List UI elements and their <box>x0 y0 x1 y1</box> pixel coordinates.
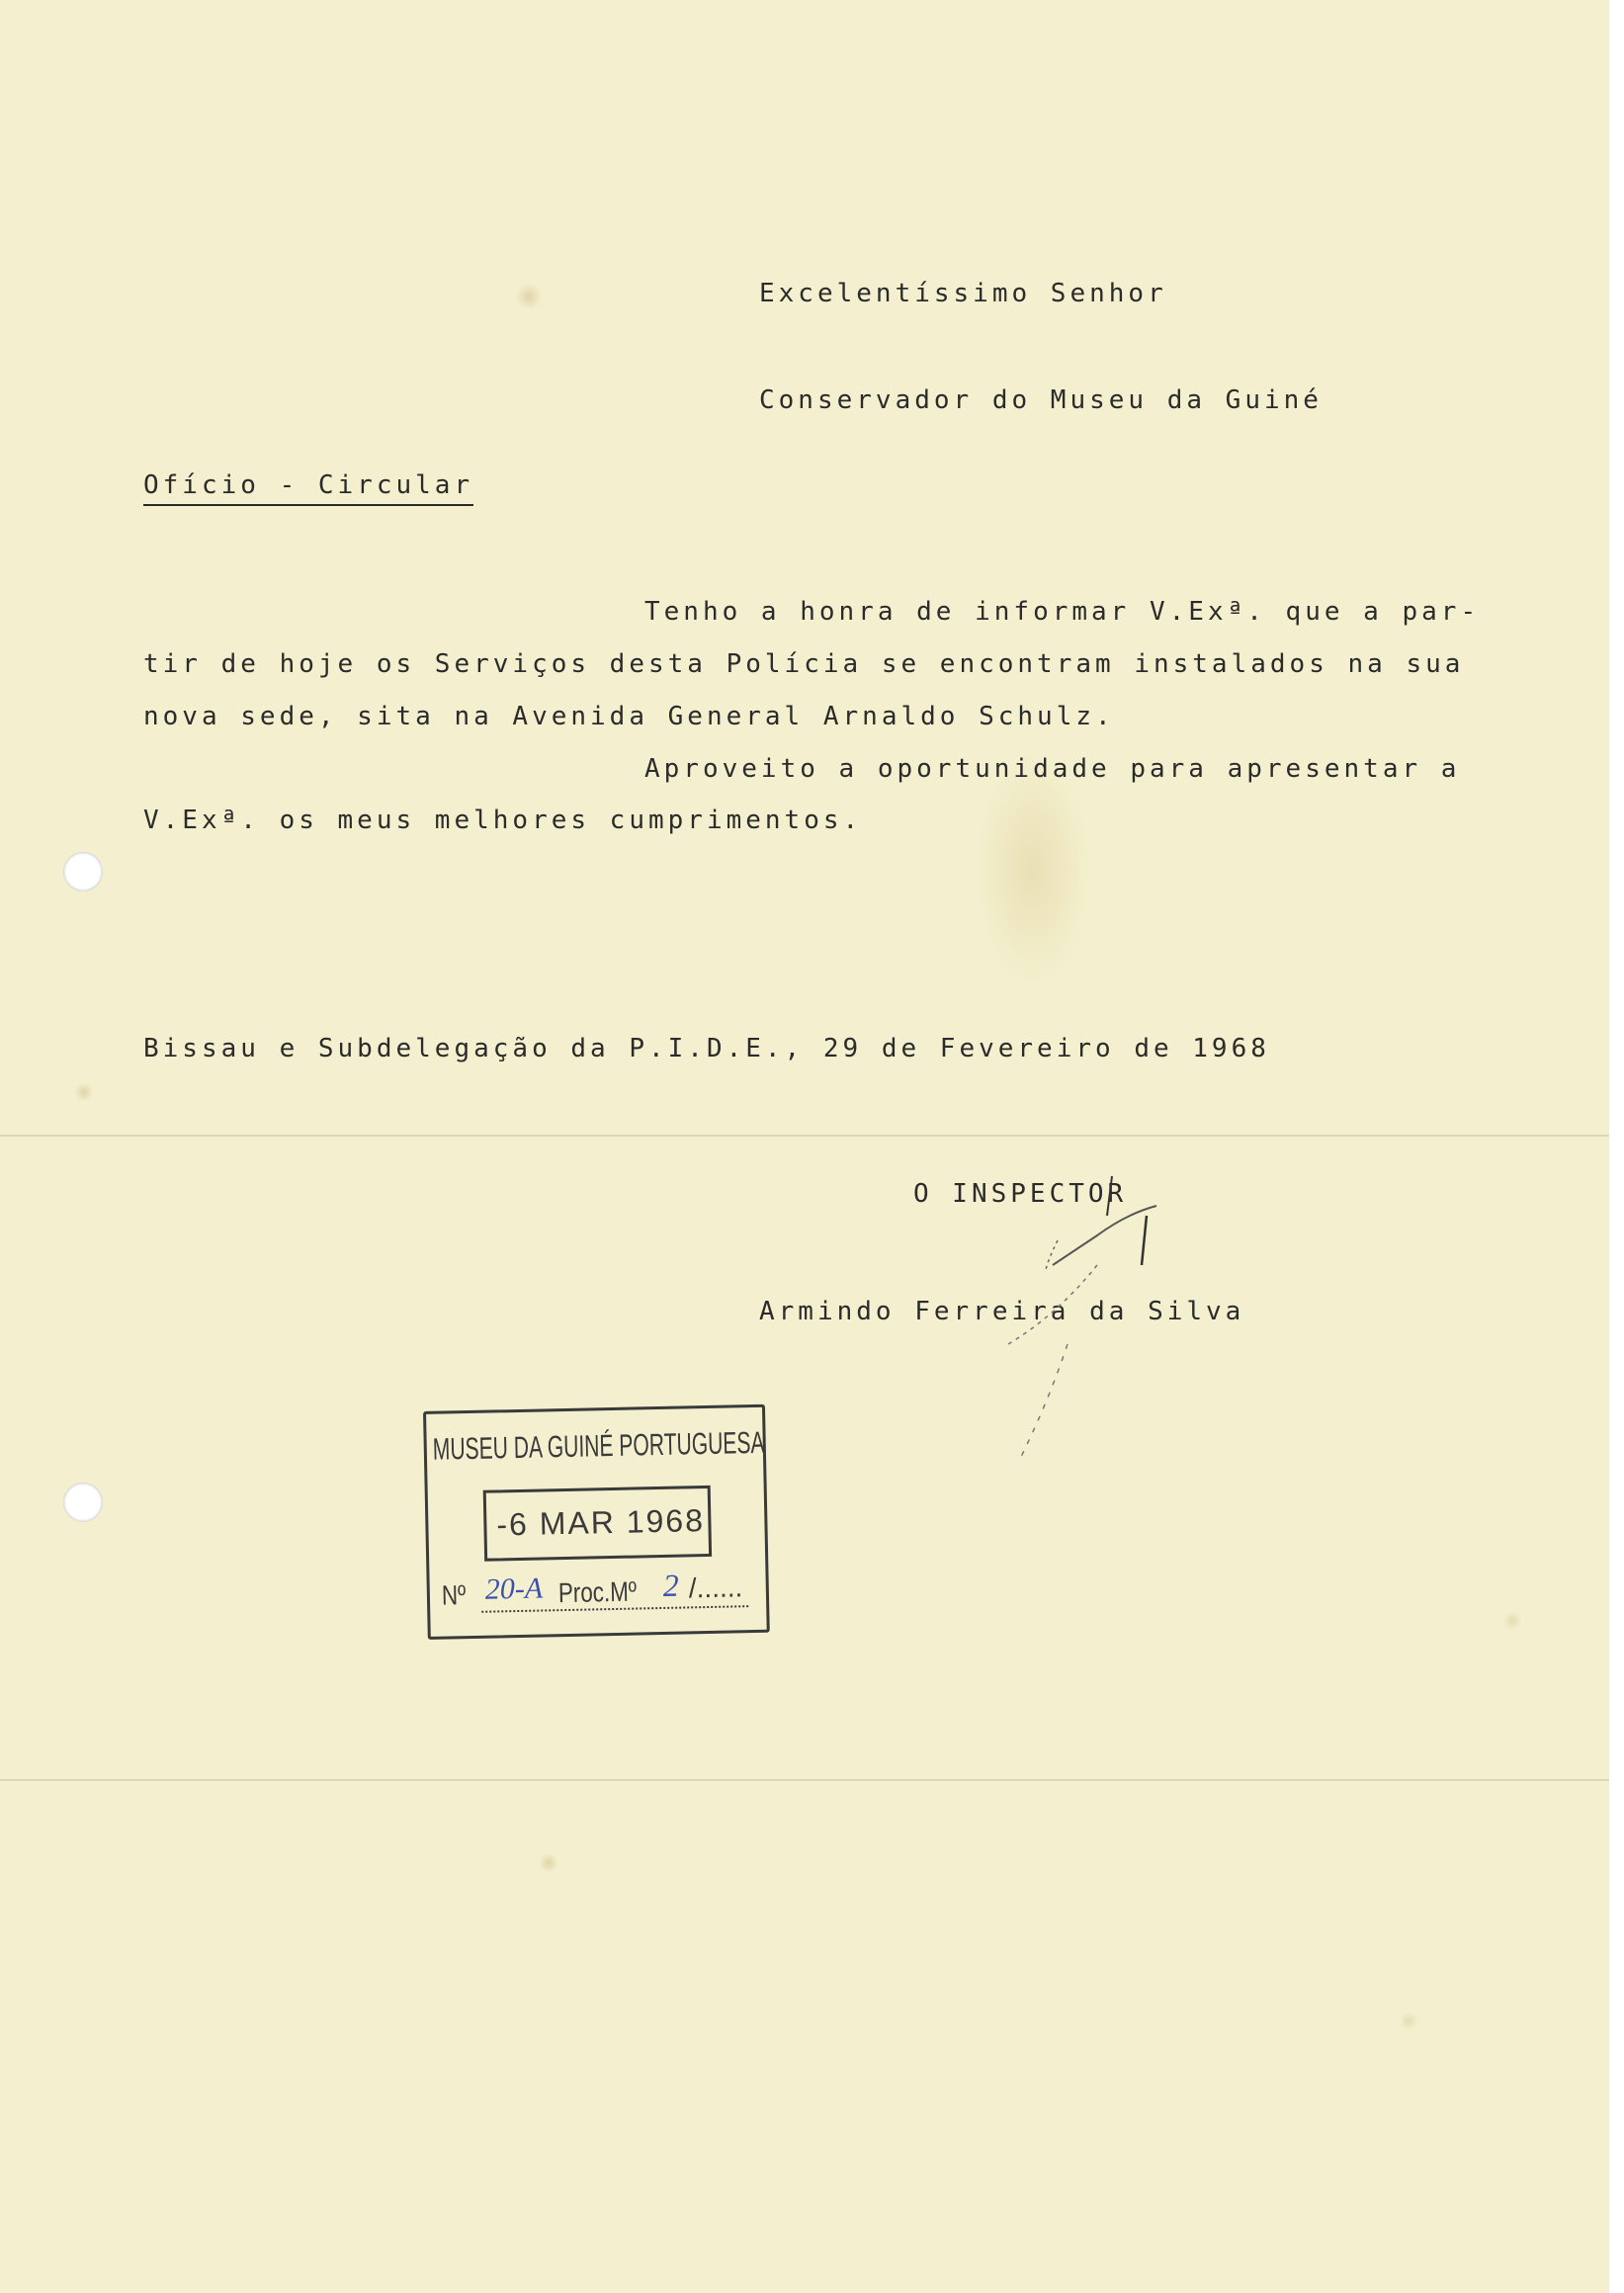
paper-fold-line <box>0 1779 1609 1781</box>
stamp-proc-value: 2 <box>662 1567 680 1603</box>
stamp-title: MUSEU DA GUINÉ PORTUGUESA <box>432 1424 765 1467</box>
addressee-salutation: Excelentíssimo Senhor <box>759 279 1167 308</box>
body-line: tir de hoje os Serviços desta Polícia se encontram instalados na sua <box>143 649 1465 679</box>
signer-name: Armindo Ferreira da Silva <box>759 1297 1245 1326</box>
body-line: Tenho a honra de informar V.Exª. que a par- <box>644 597 1481 627</box>
stamp-date-box <box>483 1486 712 1562</box>
stamp-proc-tail: /...... <box>688 1571 743 1604</box>
museum-received-stamp <box>423 1404 770 1640</box>
paper-fold-line <box>0 1135 1609 1137</box>
handwritten-signature <box>949 1166 1206 1483</box>
body-line: V.Exª. os meus melhores cumprimentos. <box>143 806 863 835</box>
signer-title: O INSPECTOR <box>913 1179 1128 1209</box>
punch-hole <box>63 1483 103 1522</box>
punch-hole <box>63 852 103 892</box>
stamp-number-label: Nº <box>441 1579 467 1611</box>
stamp-number-value: 20-A <box>484 1571 544 1606</box>
body-line: Aproveito a oportunidade para apresentar a <box>644 754 1461 784</box>
document-type-heading: Ofício - Circular <box>143 472 473 506</box>
body-line: nova sede, sita na Avenida General Arnaldo Schulz. <box>143 702 1115 731</box>
stamp-date: -6 MAR 1968 <box>496 1502 706 1543</box>
scan-margin <box>1609 0 1624 2293</box>
stamp-proc-label: Proc.Mº <box>557 1575 638 1609</box>
place-and-date: Bissau e Subdelegação da P.I.D.E., 29 de Fevereiro de 1968 <box>143 1034 1270 1063</box>
addressee-title: Conservador do Museu da Guiné <box>759 385 1323 415</box>
